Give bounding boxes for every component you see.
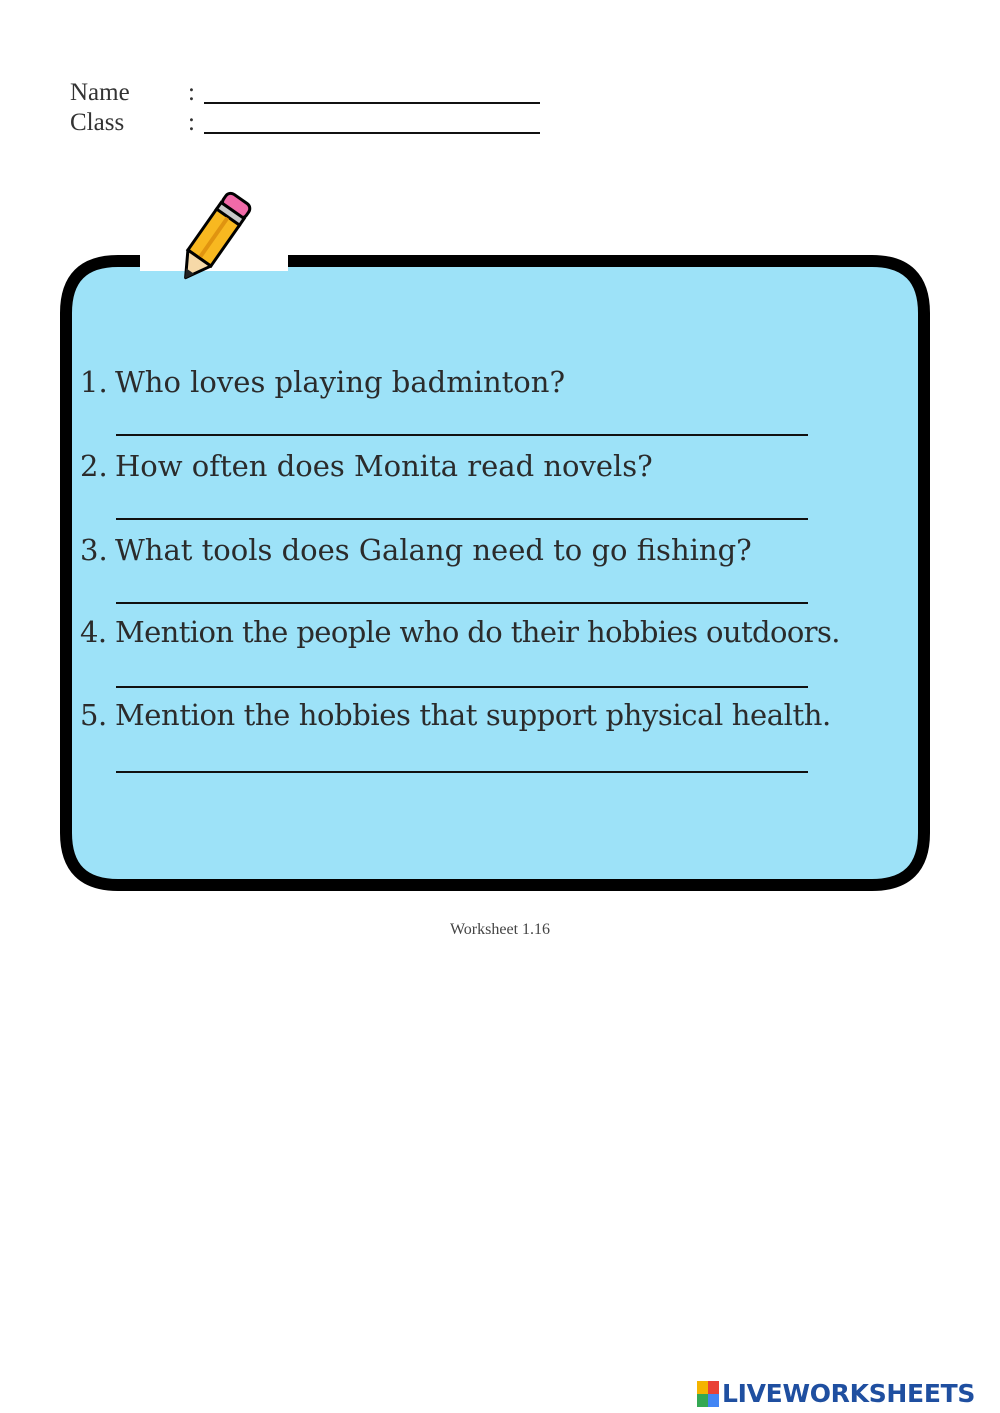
question-4 — [80, 614, 840, 650]
question-text: Who loves playing badminton? — [115, 365, 565, 399]
question-text: What tools does Galang need to go fishing? — [115, 533, 752, 567]
question-number: 1. — [80, 365, 108, 399]
question-number: 5. — [80, 698, 107, 732]
question-number: 4. — [80, 615, 107, 649]
pencil-icon — [170, 186, 254, 294]
answer-line-2[interactable] — [116, 518, 808, 520]
name-colon: : — [188, 79, 195, 106]
worksheet-number: Worksheet 1.16 — [449, 921, 551, 938]
logo-text: LIVEWORKSHEETS — [722, 1379, 976, 1408]
card-frame — [60, 255, 930, 891]
answer-line-4[interactable] — [116, 686, 808, 688]
question-5 — [80, 697, 831, 733]
question-3 — [80, 532, 752, 568]
name-label: Name — [70, 79, 130, 106]
question-card — [60, 255, 930, 891]
class-colon: : — [188, 109, 195, 136]
class-input-line[interactable] — [204, 132, 540, 134]
question-1 — [80, 364, 565, 400]
question-2 — [80, 448, 653, 484]
liveworksheets-logo — [697, 1378, 975, 1410]
question-number: 2. — [80, 449, 108, 483]
class-label: Class — [70, 109, 125, 136]
name-input-line[interactable] — [204, 102, 540, 104]
question-text: How often does Monita read novels? — [115, 449, 653, 483]
liveworksheets-logo-icon — [697, 1381, 719, 1407]
question-text: Mention the hobbies that support physical health. — [115, 698, 831, 732]
answer-line-3[interactable] — [116, 602, 808, 604]
question-text: Mention the people who do their hobbies outdoors. — [115, 615, 840, 649]
answer-line-5[interactable] — [116, 771, 808, 773]
question-number: 3. — [80, 533, 108, 567]
answer-line-1[interactable] — [116, 434, 808, 436]
